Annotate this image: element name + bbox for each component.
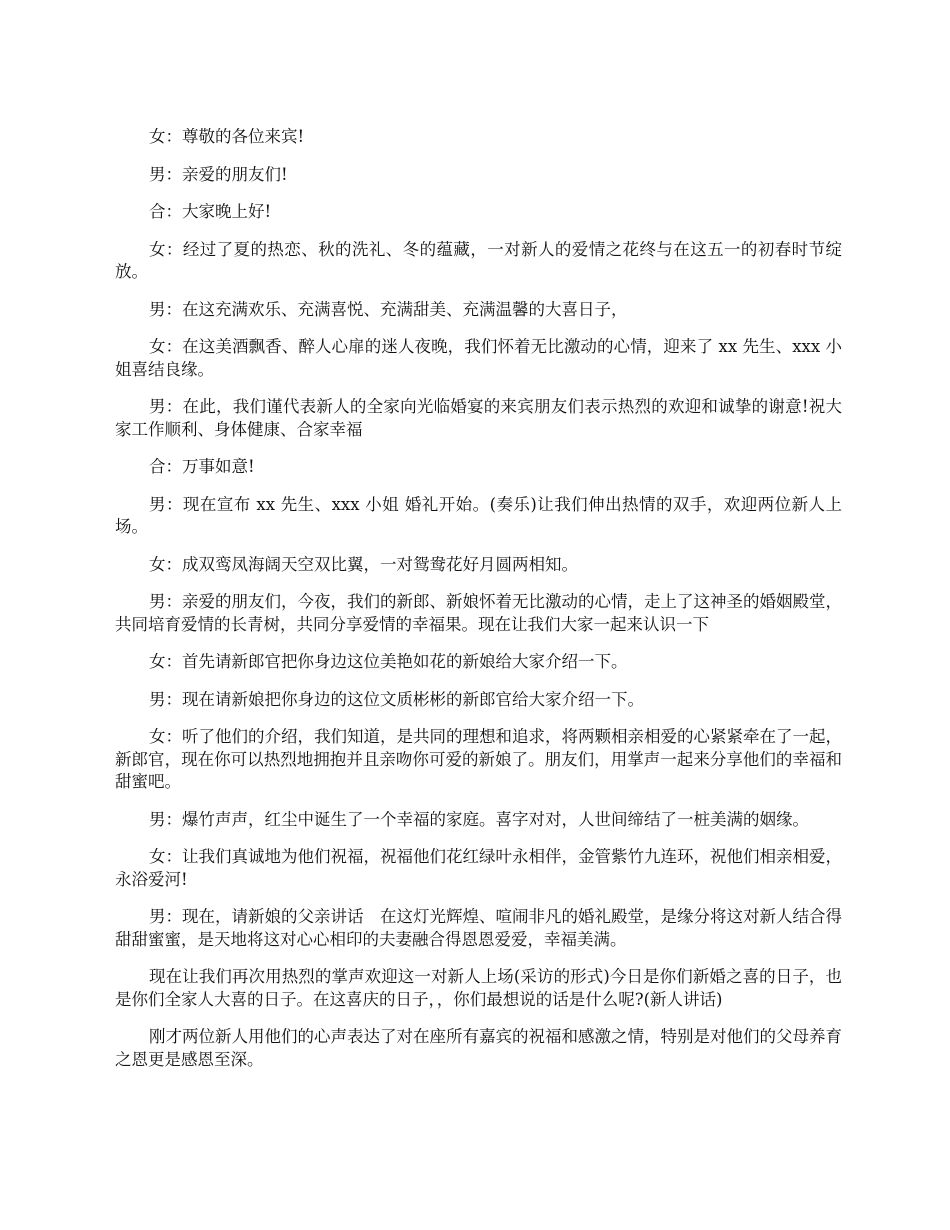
paragraph: 女：成双鸾凤海阔天空双比翼，一对鸳鸯花好月圆两相知。 (149, 554, 578, 574)
paragraph: 男：现在宣布 xx 先生、xxx 小姐 婚礼开始。(奏乐)让我们伸出热情的双手，欢迎两位新人上场。 (115, 494, 842, 536)
paragraph: 男：在这充满欢乐、充满喜悦、充满甜美、充满温馨的大喜日子， (149, 299, 628, 319)
paragraph: 男：亲爱的朋友们，今夜，我们的新郎、新娘怀着无比激动的心情，走上了这神圣的婚姻殿堂，共同培育爱情的长青树，共同分享爱情的幸福果。现在让我们大家一起来认识一下 (115, 592, 842, 634)
paragraph: 男：亲爱的朋友们! (149, 164, 288, 184)
paragraph: 女：在这美酒飘香、醉人心扉的迷人夜晚，我们怀着无比激动的心情，迎来了 xx 先生、xxx 小姐喜结良缘。 (115, 337, 842, 379)
paragraph: 女：听了他们的介绍，我们知道，是共同的理想和追求，将两颗相亲相爱的心紧紧牵在了一起，新郎官，现在你可以热烈地拥抱并且亲吻你可爱的新娘了。朋友们，用掌声一起来分享他们的幸福和甜蜜吧。 (115, 727, 842, 791)
paragraph: 男：爆竹声声，红尘中诞生了一个幸福的家庭。喜字对对，人世间缔结了一桩美满的姻缘。 (149, 809, 809, 829)
paragraph: 男：现在请新娘把你身边的这位文质彬彬的新郎官给大家介绍一下。 (149, 689, 644, 709)
paragraph: 刚才两位新人用他们的心声表达了对在座所有嘉宾的祝福和感激之情，特别是对他们的父母养育之恩更是感恩至深。 (115, 1027, 842, 1069)
paragraph: 现在让我们再次用热烈的掌声欢迎这一对新人上场(采访的形式)今日是你们新婚之喜的日子，也是你们全家人大喜的日子。在这喜庆的日子，，你们最想说的话是什么呢?(新人讲话) (115, 967, 842, 1009)
paragraph: 男：在此，我们谨代表新人的全家向光临婚宴的来宾朋友们表示热烈的欢迎和诚挚的谢意!祝大家工作顺利、身体健康、合家幸福 (115, 397, 842, 439)
paragraph: 女：尊敬的各位来宾! (149, 127, 305, 146)
paragraph: 女：让我们真诚地为他们祝福，祝福他们花红绿叶永相伴，金管紫竹九连环，祝他们相亲相爱，永浴爱河! (115, 847, 842, 889)
paragraph: 女：首先请新郎官把你身边这位美艳如花的新娘给大家介绍一下。 (149, 652, 628, 671)
paragraph: 合：大家晚上好! (149, 202, 272, 221)
paragraph: 男：现在，请新娘的父亲讲话 在这灯光辉煌、喧闹非凡的婚礼殿堂，是缘分将这对新人结合得甜甜蜜蜜，是天地将这对心心相印的夫妻融合得恩恩爱爱，幸福美满。 (115, 907, 842, 949)
paragraph: 女：经过了夏的热恋、秋的洗礼、冬的蕴藏，一对新人的爱情之花终与在这五一的初春时节绽放。 (115, 239, 842, 281)
paragraph: 合：万事如意! (149, 457, 255, 476)
